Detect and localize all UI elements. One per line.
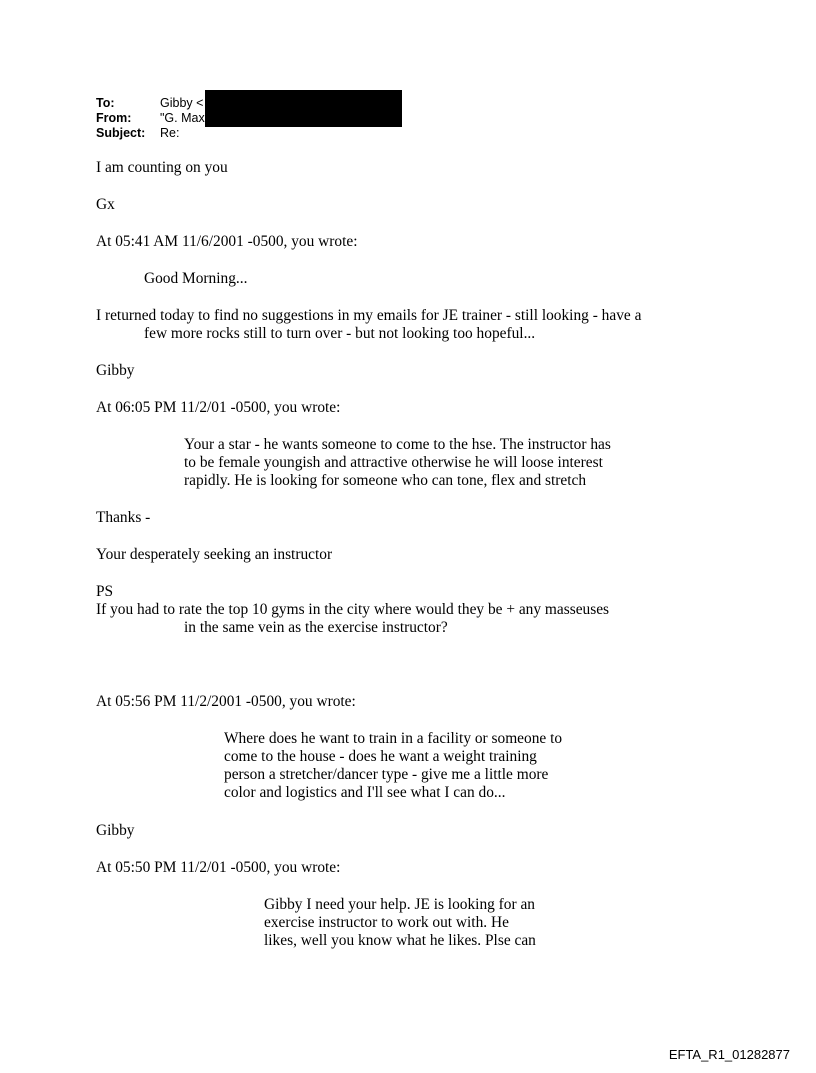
quoted-line: Where does he want to train in a facility or someone to — [224, 730, 563, 747]
subject-value: Re: — [160, 126, 180, 140]
body-line: in the same vein as the exercise instructor? — [184, 619, 448, 636]
body-line: I am counting on you — [96, 159, 228, 176]
body-line: Your desperately seeking an instructor — [96, 546, 333, 563]
document-id: EFTA_R1_01282877 — [668, 1047, 790, 1062]
quoted-line: exercise instructor to work out with. He — [264, 914, 509, 931]
email-header — [96, 96, 205, 141]
quoted-line: color and logistics and I'll see what I can do... — [224, 784, 506, 801]
ps-label: PS — [96, 583, 114, 600]
to-row — [96, 96, 205, 111]
body-line: few more rocks still to turn over - but not looking too hopeful... — [144, 325, 536, 342]
quoted-line: rapidly. He is looking for someone who can tone, flex and stretch — [184, 472, 587, 489]
from-label: From: — [96, 111, 132, 125]
to-value: Gibby < — [160, 96, 204, 110]
quote-intro: At 05:56 PM 11/2/2001 -0500, you wrote: — [96, 693, 356, 710]
body-line: If you had to rate the top 10 gyms in the city where would they be + any masseuses — [96, 601, 610, 618]
body-line: I returned today to find no suggestions in my emails for JE trainer - still looking - have a — [96, 307, 642, 324]
signature: Gibby — [96, 362, 135, 379]
quoted-line: to be female youngish and attractive otherwise he will loose interest — [184, 454, 603, 471]
quoted-line: Gibby I need your help. JE is looking for an — [264, 896, 535, 913]
subject-row — [96, 126, 205, 141]
quoted-line: likes, well you know what he likes. Plse can — [264, 932, 536, 949]
to-label: To: — [96, 96, 115, 110]
quote-intro: At 06:05 PM 11/2/01 -0500, you wrote: — [96, 399, 341, 416]
greeting: Good Morning... — [144, 270, 248, 287]
subject-label: Subject: — [96, 126, 146, 140]
quoted-line: Your a star - he wants someone to come to the hse. The instructor has — [184, 436, 611, 453]
redaction-box — [205, 90, 402, 127]
body-line: Thanks - — [96, 509, 151, 526]
from-row — [96, 111, 205, 126]
quoted-line: come to the house - does he want a weight training — [224, 748, 537, 765]
quote-intro: At 05:50 PM 11/2/01 -0500, you wrote: — [96, 859, 341, 876]
quoted-line: person a stretcher/dancer type - give me a little more — [224, 766, 549, 783]
quote-intro: At 05:41 AM 11/6/2001 -0500, you wrote: — [96, 233, 358, 250]
signature: Gx — [96, 196, 115, 213]
signature: Gibby — [96, 822, 135, 839]
from-value: "G. Max — [160, 111, 205, 125]
